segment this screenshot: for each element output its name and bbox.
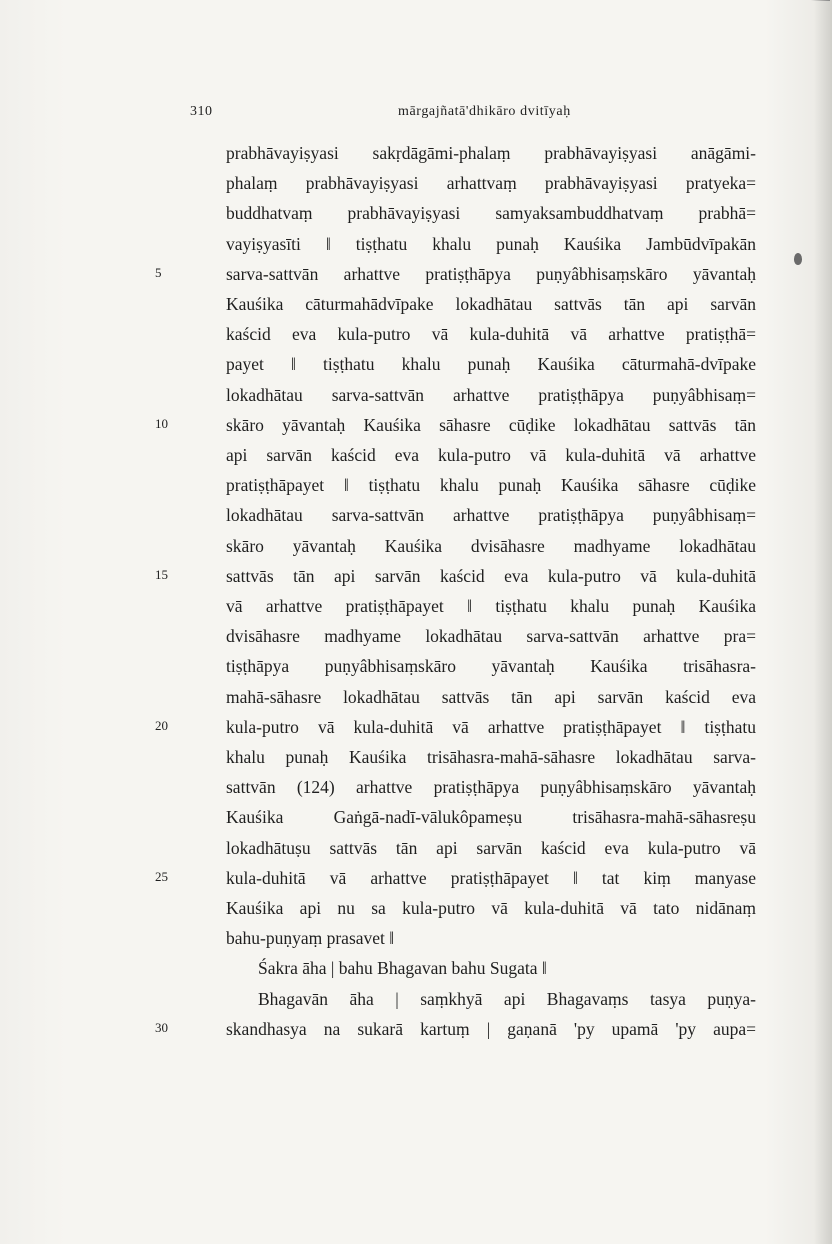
text-line (0, 440, 832, 470)
line-text: lokadhātuṣu sattvās tān api sarvān kaścid eva kula-putro vā (226, 837, 756, 858)
line-text: kula-putro vā kula-duhitā vā arhattve pratiṣṭhāpayet ‖ tiṣṭhatu (226, 716, 756, 737)
line-text: payet ‖ tiṣṭhatu khalu punaḥ Kauśika cāturmahā-dvīpake (226, 354, 756, 375)
text-line (0, 984, 832, 1014)
line-text: khalu punaḥ Kauśika trisāhasra-mahā-sāhasre lokadhātau sarva- (226, 747, 756, 767)
text-line (0, 591, 832, 621)
text-line (0, 1014, 832, 1044)
text-line (0, 289, 832, 319)
text-line (0, 410, 832, 440)
line-text: api sarvān kaścid eva kula-putro vā kula-duhitā vā arhattve (226, 445, 756, 465)
text-line (0, 621, 832, 651)
line-text: sarva-sattvān arhattve pratiṣṭhāpya puṇyâbhisaṃskāro yāvantaḥ (226, 263, 756, 284)
line-text: lokadhātau sarva-sattvān arhattve pratiṣṭhāpya puṇyâbhisaṃ= (226, 505, 756, 526)
line-text: kaścid eva kula-putro vā kula-duhitā vā arhattve pratiṣṭhā= (226, 324, 756, 345)
line-text: Kauśika api nu sa kula-putro vā kula-duhitā vā tato nidānaṃ (226, 898, 756, 918)
line-text: pratiṣṭhāpayet ‖ tiṣṭhatu khalu punaḥ Kauśika sāhasre cūḍike (226, 475, 756, 496)
text-line (0, 319, 832, 349)
line-number: 10 (155, 415, 168, 431)
text-line (0, 923, 832, 953)
line-text: lokadhātau sarva-sattvān arhattve pratiṣṭhāpya puṇyâbhisaṃ= (226, 384, 756, 405)
text-line (0, 380, 832, 410)
text-line (0, 833, 832, 863)
text-line (0, 742, 832, 772)
text-line (0, 863, 832, 893)
text-line (0, 953, 832, 983)
text-line (0, 682, 832, 712)
line-number: 20 (155, 717, 168, 733)
line-text: skāro yāvantaḥ Kauśika sāhasre cūḍike lokadhātau sattvās tān (226, 414, 756, 435)
text-line (0, 138, 832, 168)
corner-mark (770, 0, 830, 11)
line-text: buddhatvaṃ prabhāvayiṣyasi samyaksambuddhatvaṃ prabhā= (226, 203, 756, 224)
text-line (0, 772, 832, 802)
text-line (0, 168, 832, 198)
line-text: sattvās tān api sarvān kaścid eva kula-putro vā kula-duhitā (226, 565, 756, 586)
line-text: Kauśika Gaṅgā-nadī-vālukôpameṣu trisāhasra-mahā-sāhasreṣu (226, 807, 756, 828)
page-number: 310 (190, 104, 213, 119)
line-text: vayiṣyasīti ‖ tiṣṭhatu khalu punaḥ Kauśika Jambūdvīpakān (226, 233, 756, 254)
line-text: sattvān (124) arhattve pratiṣṭhāpya puṇyâbhisaṃskāro yāvantaḥ (226, 777, 756, 798)
text-line (0, 531, 832, 561)
line-text: vā arhattve pratiṣṭhāpayet ‖ tiṣṭhatu khalu punaḥ Kauśika (226, 596, 756, 616)
line-text: skandhasya na sukarā kartuṃ | gaṇanā 'py upamā 'py aupa= (226, 1018, 756, 1039)
line-text: Bhagavān āha | saṃkhyā api Bhagavaṃs tasya puṇya- (258, 988, 756, 1009)
line-text: prabhāvayiṣyasi sakṛdāgāmi-phalaṃ prabhāvayiṣyasi anāgāmi- (226, 143, 756, 163)
text-line (0, 470, 832, 500)
line-text: dvisāhasre madhyame lokadhātau sarva-sattvān arhattve pra= (226, 626, 756, 647)
line-text: kula-duhitā vā arhattve pratiṣṭhāpayet ‖ tat kiṃ manyase (226, 867, 756, 888)
page-header (0, 104, 832, 128)
line-text: skāro yāvantaḥ Kauśika dvisāhasre madhyame lokadhātau (226, 535, 756, 556)
text-line (0, 802, 832, 832)
line-text: tiṣṭhāpya puṇyâbhisaṃskāro yāvantaḥ Kauśika trisāhasra- (226, 656, 756, 677)
text-line (0, 198, 832, 228)
text-line (0, 259, 832, 289)
line-text: Kauśika cāturmahādvīpake lokadhātau sattvās tān api sarvān (226, 294, 756, 314)
text-line (0, 561, 832, 591)
line-text: phalaṃ prabhāvayiṣyasi arhattvaṃ prabhāvayiṣyasi pratyeka= (226, 173, 756, 194)
line-number: 25 (155, 868, 168, 884)
line-text: mahā-sāhasre lokadhātau sattvās tān api sarvān kaścid eva (226, 686, 756, 707)
text-line (0, 349, 832, 379)
line-text: Śakra āha | bahu Bhagavan bahu Sugata ‖ (258, 958, 547, 979)
line-text: bahu-puṇyaṃ prasavet ‖ (226, 928, 395, 949)
text-line (0, 712, 832, 742)
text-line (0, 893, 832, 923)
line-number: 5 (155, 264, 162, 280)
line-number: 15 (155, 566, 168, 582)
text-line (0, 229, 832, 259)
line-number: 30 (155, 1019, 168, 1035)
text-line (0, 651, 832, 681)
running-title: mārgajñatā'dhikāro dvitīyaḥ (398, 104, 571, 119)
text-line (0, 500, 832, 530)
